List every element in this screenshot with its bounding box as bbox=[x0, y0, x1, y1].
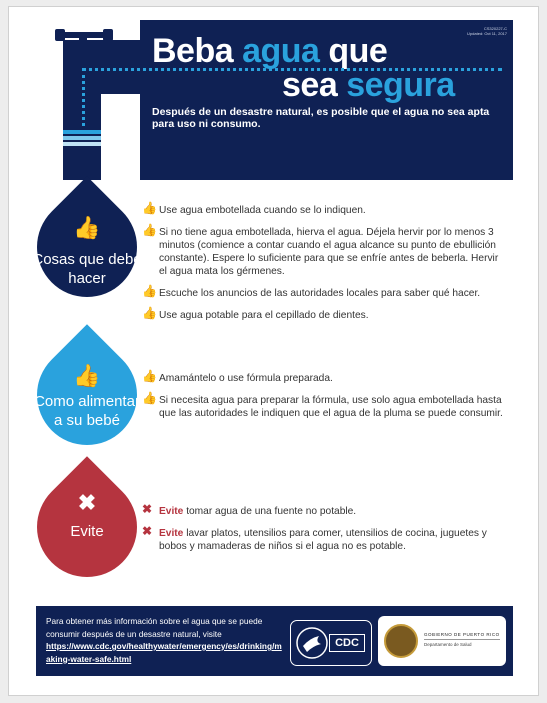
thumbs-up-icon: 👍 bbox=[142, 369, 157, 383]
water-dotted-line-vertical bbox=[82, 68, 85, 126]
pr-logo bbox=[378, 616, 506, 666]
thumbs-up-icon: 👍 bbox=[142, 223, 157, 237]
cdc-logo-text: CDC bbox=[329, 634, 365, 652]
hhs-eagle-icon bbox=[295, 626, 329, 660]
footer-text bbox=[46, 615, 286, 665]
list-item-text: Use agua embotellada cuando se lo indiquen. bbox=[159, 205, 366, 216]
thumbs-up-icon: 👍 bbox=[73, 363, 101, 388]
list-item-text: lavar platos, utensilios para comer, utensilios de cocina, juguetes y bobos y mamaderas de niños si el agua no es potable. bbox=[159, 528, 487, 552]
evite-word: Evite bbox=[159, 506, 184, 517]
title-highlight: agua bbox=[242, 32, 320, 70]
list-item bbox=[142, 524, 507, 553]
thumbs-up-icon: 👍 bbox=[142, 391, 157, 405]
list-item-text: Si necesita agua para preparar la fórmula, use solo agua embotellada hasta que las autoridades le indiquen que el agua de la pluma se puede consumir. bbox=[159, 395, 503, 419]
footer-info: Para obtener más información sobre el agua que se puede consumir después de un desastre natural, visite bbox=[46, 616, 263, 639]
document-code bbox=[467, 26, 507, 36]
list-do bbox=[142, 201, 507, 331]
header-banner bbox=[140, 20, 513, 180]
subtitle: Después de un desastre natural, es posible que el agua no sea apta para uso ni consumo. bbox=[152, 106, 490, 130]
list-baby bbox=[142, 369, 507, 429]
footer-banner bbox=[36, 606, 513, 676]
x-icon: ✖ bbox=[142, 524, 153, 538]
list-item bbox=[142, 391, 507, 420]
thumbs-up-icon: 👍 bbox=[142, 284, 157, 298]
list-item bbox=[142, 369, 507, 385]
puerto-rico-seal-icon bbox=[384, 624, 418, 658]
cdc-logo bbox=[290, 620, 372, 666]
thumbs-up-icon: 👍 bbox=[73, 215, 101, 240]
pr-department: Departamento de Salud bbox=[424, 642, 472, 647]
list-item bbox=[142, 502, 507, 518]
list-item-text: Use agua potable para el cepillado de dientes. bbox=[159, 310, 369, 321]
list-item-text: Amamántelo o use fórmula preparada. bbox=[159, 373, 333, 384]
title-text: que bbox=[319, 32, 388, 70]
section-label-do: Cosas que debe hacer bbox=[32, 251, 142, 287]
title-text: sea bbox=[282, 66, 347, 104]
list-avoid bbox=[142, 502, 507, 562]
list-item bbox=[142, 306, 507, 322]
title-line-2 bbox=[152, 68, 455, 102]
doc-code: CS320227-C bbox=[483, 26, 507, 31]
list-item-text: Si no tiene agua embotellada, hierva el agua. Déjela hervir por lo menos 3 minutos (comience a contar cuando el agua alcance su punto de ebullición constante). Espere lo suficiente para que se enfríe antes de beberla. Hervir el agua mata los gérmenes. bbox=[159, 227, 499, 277]
x-icon: ✖ bbox=[77, 490, 97, 515]
x-icon: ✖ bbox=[142, 502, 153, 516]
faucet-stripe bbox=[63, 136, 101, 140]
evite-word: Evite bbox=[159, 528, 184, 539]
faucet-stripe bbox=[63, 142, 101, 146]
faucet-base bbox=[63, 148, 101, 180]
footer-link[interactable]: https://www.cdc.gov/healthywater/emergency/es/drinking/making-water-safe.html bbox=[46, 641, 282, 664]
faucet-stripe bbox=[63, 130, 101, 134]
list-item bbox=[142, 223, 507, 278]
thumbs-up-icon: 👍 bbox=[142, 201, 157, 215]
section-label-avoid: Evite bbox=[70, 523, 104, 540]
pr-government-title: GOBIERNO DE PUERTO RICO bbox=[424, 632, 500, 640]
list-item-text: Escuche los anuncios de las autoridades locales para saber qué hacer. bbox=[159, 288, 481, 299]
doc-updated: Updated: Oct 11, 2017 bbox=[467, 31, 507, 36]
thumbs-up-icon: 👍 bbox=[142, 306, 157, 320]
section-label-baby: Como alimentar a su bebé bbox=[34, 393, 140, 429]
list-item bbox=[142, 201, 507, 217]
title-text: Beba bbox=[152, 32, 243, 70]
water-dotted-line bbox=[82, 68, 502, 71]
list-item-text: tomar agua de una fuente no potable. bbox=[183, 506, 357, 517]
list-item bbox=[142, 284, 507, 300]
title-highlight: segura bbox=[346, 66, 455, 104]
